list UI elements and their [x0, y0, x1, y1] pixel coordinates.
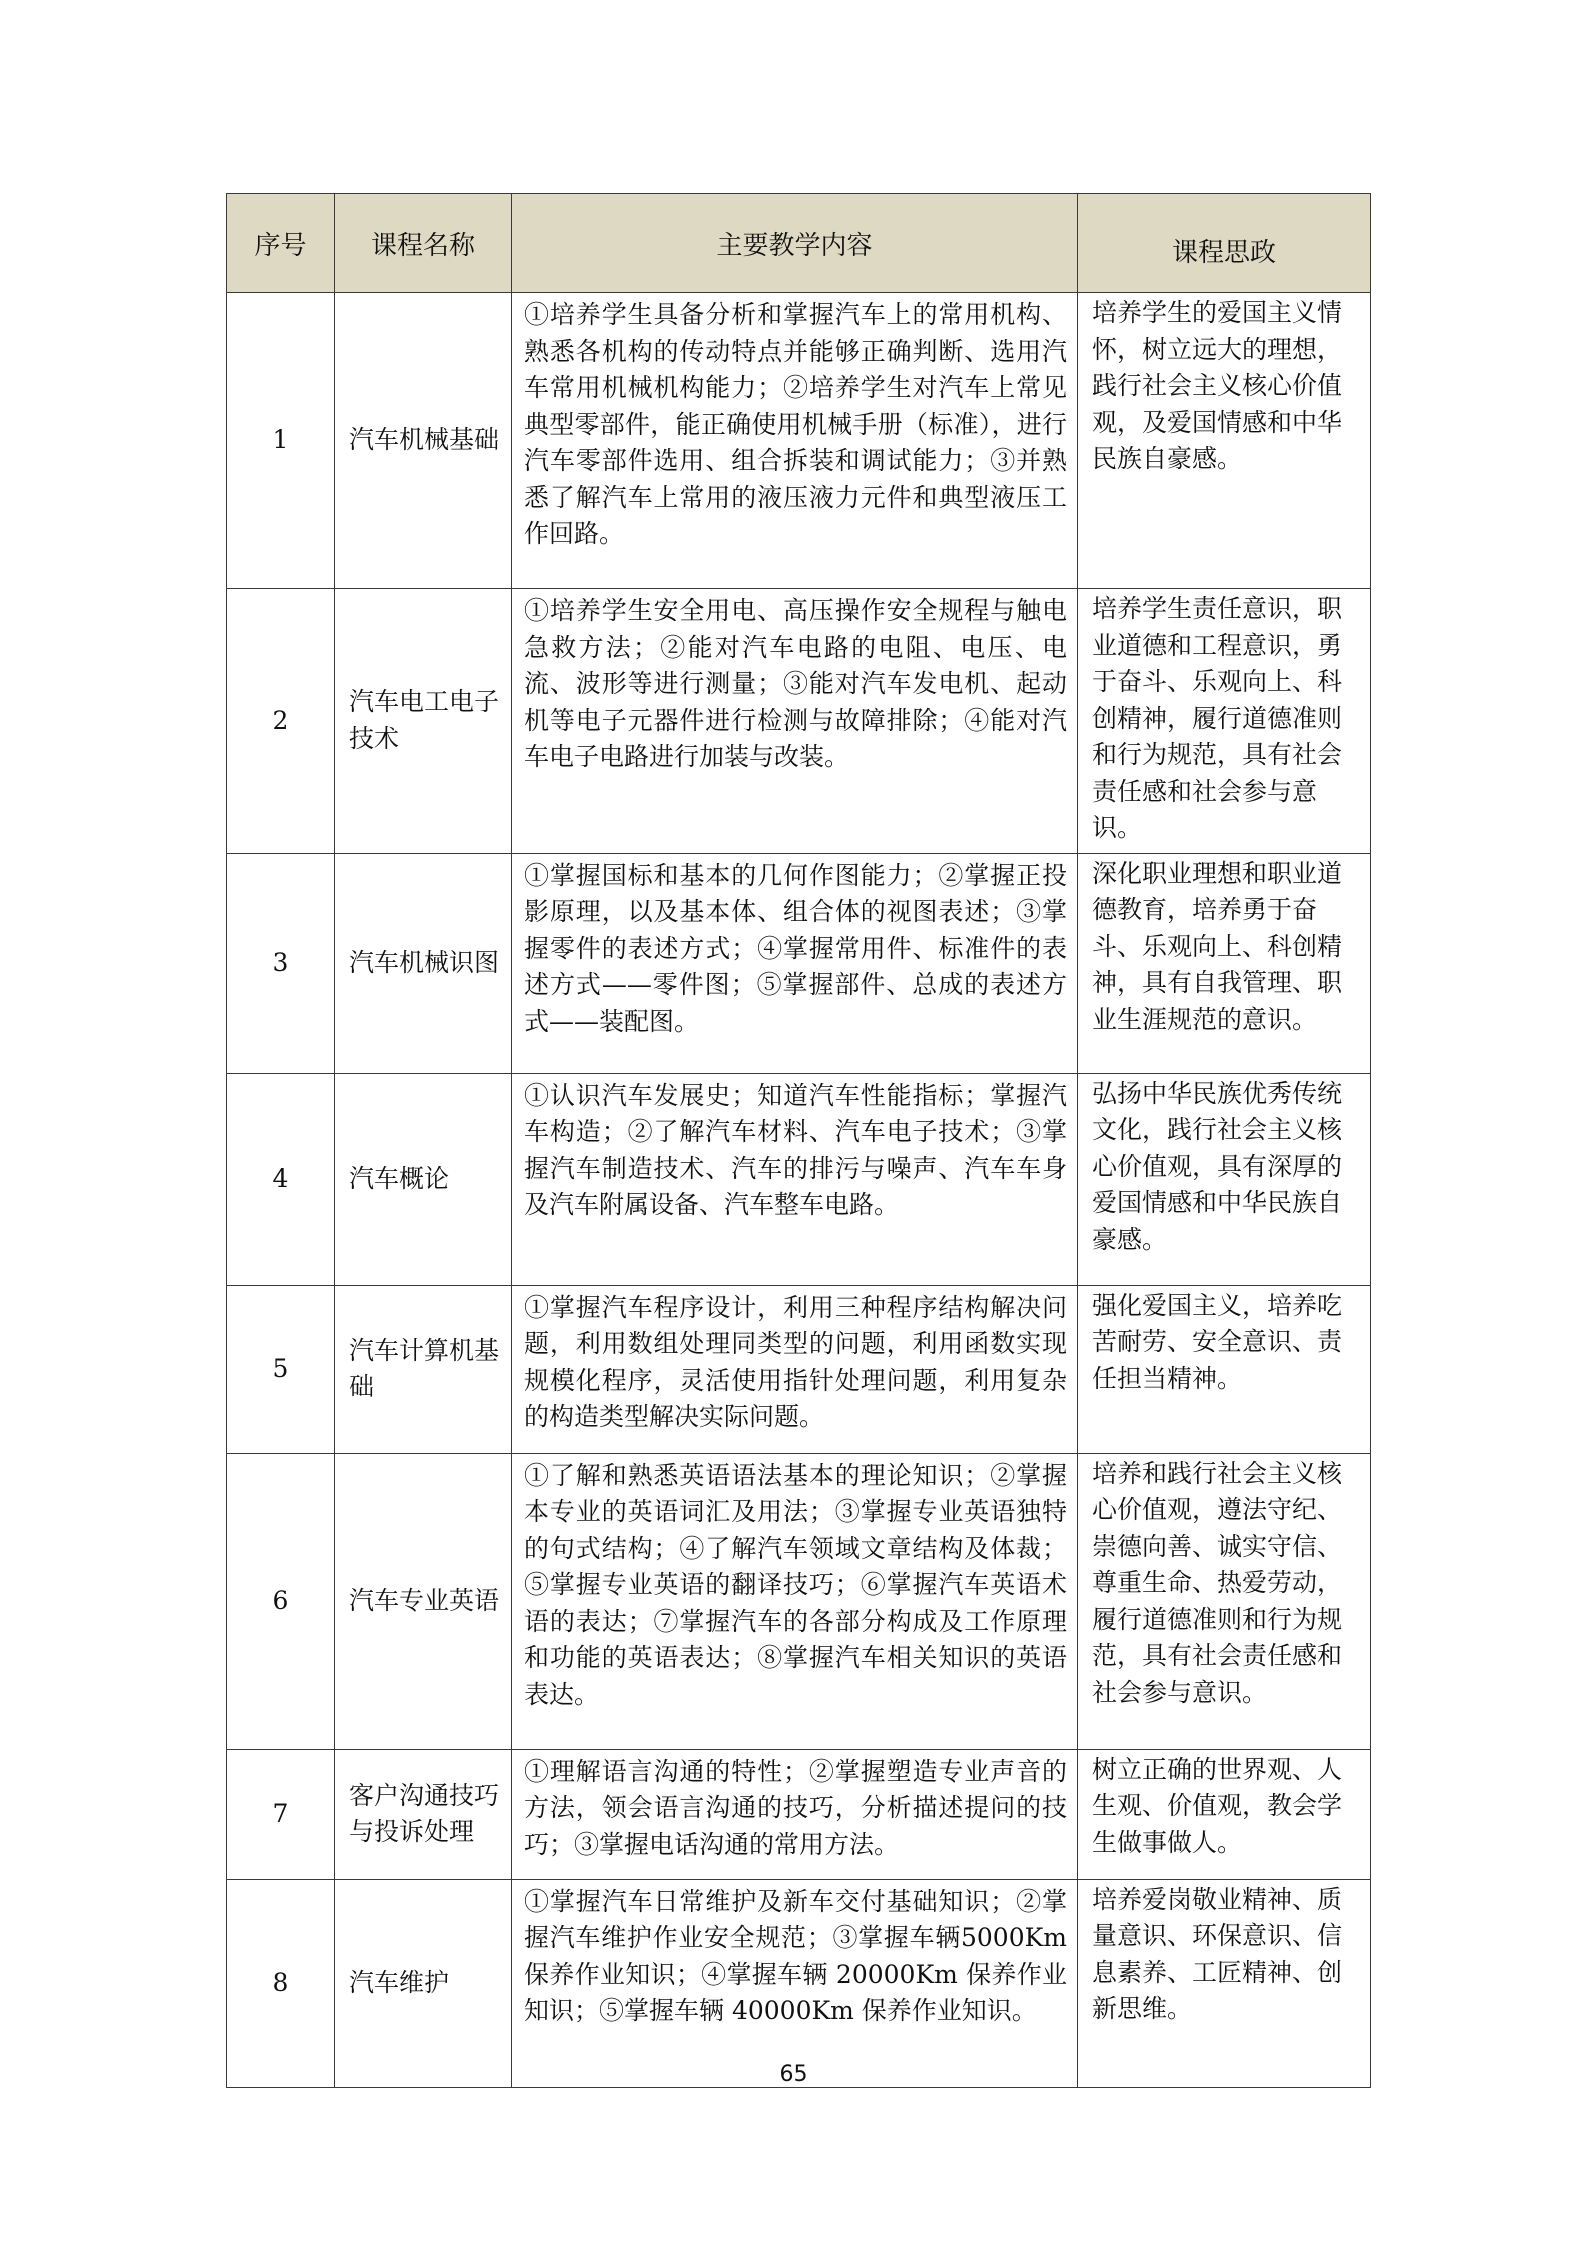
table-header-row	[227, 194, 1371, 293]
row-num: 1	[227, 293, 335, 589]
course-ideology: 弘扬中华民族优秀传统文化，践行社会主义核心价值观，具有深厚的爱国情感和中华民族自豪感。	[1078, 1073, 1371, 1285]
course-name: 汽车计算机基础	[335, 1285, 512, 1453]
course-name: 汽车维护	[335, 1879, 512, 2087]
header-course-name: 课程名称	[335, 194, 512, 293]
course-ideology: 树立正确的世界观、人生观、价值观，教会学生做事做人。	[1078, 1749, 1371, 1879]
course-content: ①理解语言沟通的特性；②掌握塑造专业声音的方法，领会语言沟通的技巧，分析描述提问的技巧；③掌握电话沟通的常用方法。	[512, 1749, 1078, 1879]
course-content: ①掌握汽车日常维护及新车交付基础知识；②掌握汽车维护作业安全规范；③掌握车辆5000Km 保养作业知识；④掌握车辆 20000Km 保养作业知识；⑤掌握车辆 40000Km 保养作业知识。	[512, 1879, 1078, 2087]
course-content: ①了解和熟悉英语语法基本的理论知识；②掌握本专业的英语词汇及用法；③掌握专业英语独特的句式结构；④了解汽车领域文章结构及体裁；⑤掌握专业英语的翻译技巧；⑥掌握汽车英语术语的表达；⑦掌握汽车的各部分构成及工作原理和功能的英语表达；⑧掌握汽车相关知识的英语表达。	[512, 1453, 1078, 1749]
course-content: ①培养学生安全用电、高压操作安全规程与触电急救方法；②能对汽车电路的电阻、电压、电流、波形等进行测量；③能对汽车发电机、起动机等电子元器件进行检测与故障排除；④能对汽车电子电路进行加装与改装。	[512, 589, 1078, 854]
course-ideology: 培养学生的爱国主义情怀，树立远大的理想，践行社会主义核心价值观，及爱国情感和中华民族自豪感。	[1078, 293, 1371, 589]
course-content: ①认识汽车发展史；知道汽车性能指标；掌握汽车构造；②了解汽车材料、汽车电子技术；③掌握汽车制造技术、汽车的排污与噪声、汽车车身及汽车附属设备、汽车整车电路。	[512, 1073, 1078, 1285]
row-num: 5	[227, 1285, 335, 1453]
course-content: ①掌握汽车程序设计，利用三种程序结构解决问题，利用数组处理同类型的问题，利用函数实现规模化程序，灵活使用指针处理问题，利用复杂的构造类型解决实际问题。	[512, 1285, 1078, 1453]
page-number: 65	[779, 2062, 808, 2087]
table-row	[227, 853, 1371, 1073]
course-name: 客户沟通技巧与投诉处理	[335, 1749, 512, 1879]
table-row	[227, 1879, 1371, 2087]
course-ideology: 深化职业理想和职业道德教育，培养勇于奋斗、乐观向上、科创精神，具有自我管理、职业生涯规范的意识。	[1078, 853, 1371, 1073]
course-name: 汽车专业英语	[335, 1453, 512, 1749]
course-ideology: 培养学生责任意识，职业道德和工程意识，勇于奋斗、乐观向上、科创精神，履行道德准则和行为规范，具有社会责任感和社会参与意识。	[1078, 589, 1371, 854]
table-row	[227, 1285, 1371, 1453]
row-num: 6	[227, 1453, 335, 1749]
course-ideology: 培养爱岗敬业精神、质量意识、环保意识、信息素养、工匠精神、创新思维。	[1078, 1879, 1371, 2087]
table-row	[227, 1453, 1371, 1749]
course-name: 汽车机械基础	[335, 293, 512, 589]
table-row	[227, 293, 1371, 589]
course-content: ①掌握国标和基本的几何作图能力；②掌握正投影原理，以及基本体、组合体的视图表述；③掌握零件的表述方式；④掌握常用件、标准件的表述方式——零件图；⑤掌握部件、总成的表述方式——装配图。	[512, 853, 1078, 1073]
header-ideology: 课程思政	[1078, 194, 1371, 293]
row-num: 3	[227, 853, 335, 1073]
table-row	[227, 1073, 1371, 1285]
course-table	[226, 193, 1371, 2088]
course-ideology: 强化爱国主义，培养吃苦耐劳、安全意识、责任担当精神。	[1078, 1285, 1371, 1453]
row-num: 2	[227, 589, 335, 854]
course-name: 汽车概论	[335, 1073, 512, 1285]
course-ideology: 培养和践行社会主义核心价值观，遵法守纪、崇德向善、诚实守信、尊重生命、热爱劳动，履行道德准则和行为规范，具有社会责任感和社会参与意识。	[1078, 1453, 1371, 1749]
course-name: 汽车机械识图	[335, 853, 512, 1073]
table-row	[227, 589, 1371, 854]
row-num: 4	[227, 1073, 335, 1285]
course-content: ①培养学生具备分析和掌握汽车上的常用机构、熟悉各机构的传动特点并能够正确判断、选用汽车常用机械机构能力；②培养学生对汽车上常见典型零部件，能正确使用机械手册（标准），进行汽车零部件选用、组合拆装和调试能力；③并熟悉了解汽车上常用的液压液力元件和典型液压工作回路。	[512, 293, 1078, 589]
row-num: 7	[227, 1749, 335, 1879]
row-num: 8	[227, 1879, 335, 2087]
table-row	[227, 1749, 1371, 1879]
header-num: 序号	[227, 194, 335, 293]
header-content: 主要教学内容	[512, 194, 1078, 293]
course-name: 汽车电工电子技术	[335, 589, 512, 854]
